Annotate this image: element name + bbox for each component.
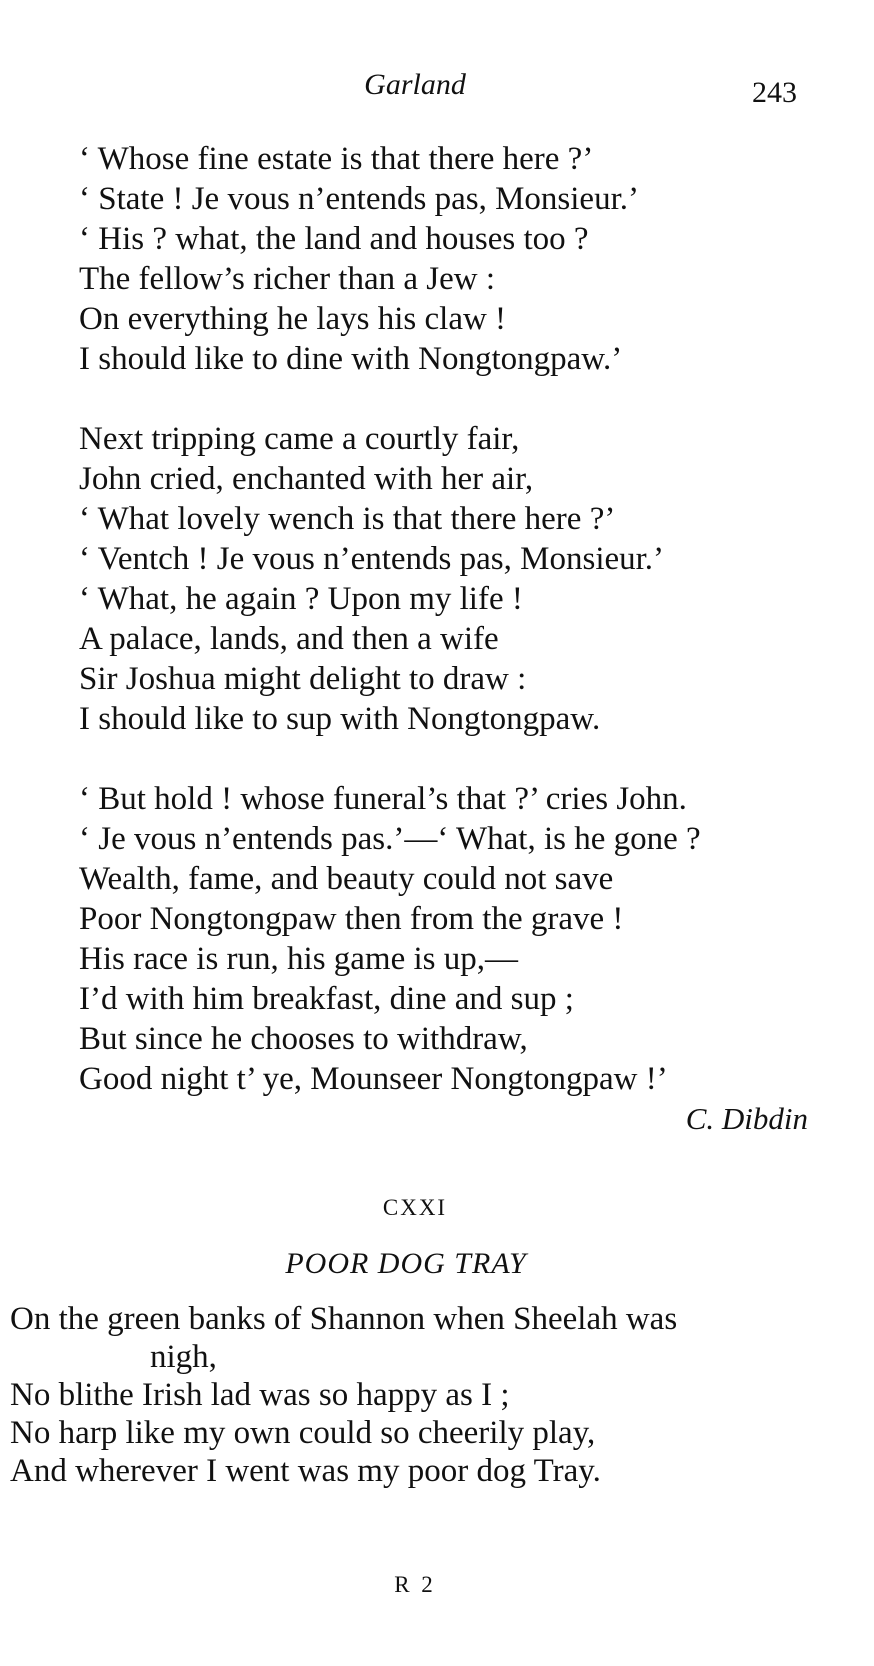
verse-line: Sir Joshua might delight to draw : xyxy=(79,661,527,697)
verse-line: John cried, enchanted with her air, xyxy=(79,461,534,497)
verse-line: ‘ What lovely wench is that there here ?’ xyxy=(79,501,616,537)
verse-line: His race is run, his game is up,— xyxy=(79,941,519,977)
verse-line: Wealth, fame, and beauty could not save xyxy=(79,861,614,897)
verse-line: Next tripping came a courtly fair, xyxy=(79,421,520,457)
verse-line: ‘ His ? what, the land and houses too ? xyxy=(79,221,589,257)
verse-line: Good night t’ ye, Mounseer Nongtongpaw !’ xyxy=(79,1061,668,1097)
verse-line: But since he chooses to withdraw, xyxy=(79,1021,528,1057)
verse-line: And wherever I went was my poor dog Tray. xyxy=(10,1453,601,1489)
stanza-3 xyxy=(79,779,701,1099)
verse-line: I should like to sup with Nongtongpaw. xyxy=(79,701,601,737)
verse-line: On the green banks of Shannon when Sheelah was xyxy=(10,1301,678,1337)
verse-line: No harp like my own could so cheerily play, xyxy=(10,1415,596,1451)
verse-line: I should like to dine with Nongtongpaw.’ xyxy=(79,341,623,377)
verse-line: On everything he lays his claw ! xyxy=(79,301,507,337)
poem-title: POOR DOG TRAY xyxy=(285,1247,527,1280)
page-number: 243 xyxy=(752,76,797,109)
stanza-2 xyxy=(79,419,664,739)
running-title: Garland xyxy=(364,68,466,101)
verse-line: Poor Nongtongpaw then from the grave ! xyxy=(79,901,624,937)
verse-line-continuation: nigh, xyxy=(150,1339,217,1375)
verse-line: The fellow’s richer than a Jew : xyxy=(79,261,496,297)
verse-line: ‘ Je vous n’entends pas.’—‘ What, is he gone ? xyxy=(79,821,701,857)
running-head xyxy=(0,68,874,108)
verse-line: I’d with him breakfast, dine and sup ; xyxy=(79,981,574,1017)
stanza-1 xyxy=(79,139,639,379)
verse-line: A palace, lands, and then a wife xyxy=(79,621,499,657)
verse-line: ‘ Whose fine estate is that there here ?’ xyxy=(79,141,594,177)
verse-line: ‘ But hold ! whose funeral’s that ?’ cries John. xyxy=(79,781,687,817)
verse-line: ‘ Ventch ! Je vous n’entends pas, Monsieur.’ xyxy=(79,541,665,577)
signature-mark: R 2 xyxy=(394,1572,436,1597)
author-attribution: C. Dibdin xyxy=(685,1101,808,1136)
verse-line: ‘ What, he again ? Upon my life ! xyxy=(79,581,523,617)
verse-line: ‘ State ! Je vous n’entends pas, Monsieur.’ xyxy=(79,181,639,217)
section-number: CXXI xyxy=(382,1195,448,1220)
poem-body xyxy=(10,1300,677,1490)
verse-line: No blithe Irish lad was so happy as I ; xyxy=(10,1377,510,1413)
